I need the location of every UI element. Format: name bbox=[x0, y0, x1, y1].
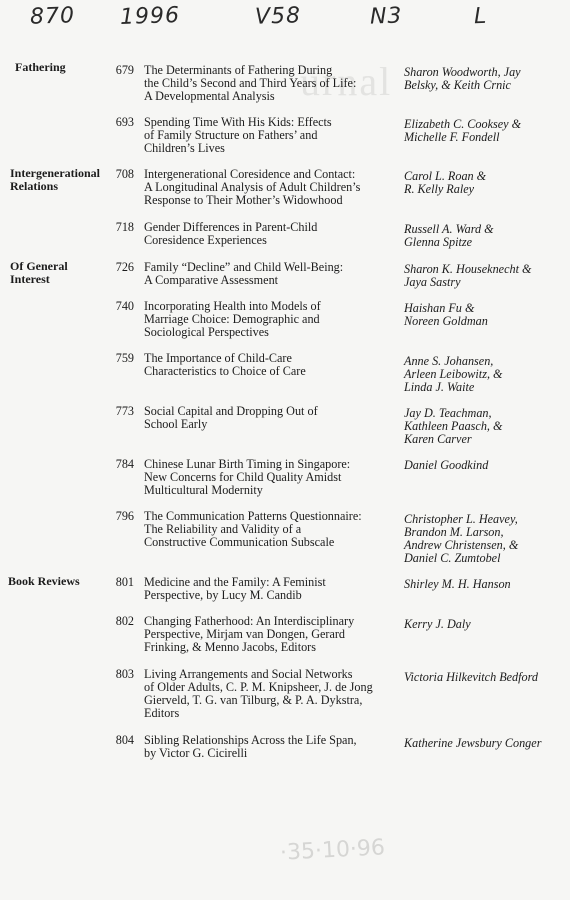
title-line: Perspective, by Lucy M. Candib bbox=[144, 588, 302, 602]
title-line: Perspective, Mirjam van Dongen, Gerard bbox=[144, 627, 346, 641]
article-title bbox=[144, 221, 369, 247]
title-line: Gierveld, T. G. van Tilburg, & P. A. Dykstra, bbox=[144, 693, 363, 707]
review-title bbox=[144, 615, 369, 654]
section-heading-line: Interest bbox=[10, 272, 50, 286]
article-authors bbox=[404, 118, 564, 144]
page-number: 708 bbox=[115, 167, 134, 181]
title-line: Constructive Communication Subscale bbox=[144, 535, 335, 549]
title-line: of Older Adults, C. P. M. Knipsheer, J. de Jong bbox=[144, 680, 373, 694]
title-line: The Reliability and Validity of a bbox=[144, 522, 302, 536]
page-number: 759 bbox=[115, 351, 134, 365]
author-line: Jaya Sastry bbox=[404, 275, 461, 289]
article-authors bbox=[404, 513, 564, 565]
article-title bbox=[144, 458, 369, 497]
article-title bbox=[144, 261, 369, 287]
author-line: Kathleen Paasch, & bbox=[404, 419, 503, 433]
page-number: 804 bbox=[115, 733, 134, 747]
author-line: Russell A. Ward & bbox=[404, 222, 494, 236]
article-authors bbox=[404, 66, 564, 92]
title-line: School Early bbox=[144, 417, 208, 431]
author-line: Glenna Spitze bbox=[404, 235, 473, 249]
article-authors bbox=[404, 263, 564, 289]
article-authors bbox=[404, 170, 564, 196]
title-line: Gender Differences in Parent-Child bbox=[144, 220, 318, 234]
article-title bbox=[144, 352, 369, 378]
title-line: Incorporating Health into Models of bbox=[144, 299, 321, 313]
title-line: Medicine and the Family: A Feminist bbox=[144, 575, 326, 589]
page-number: 784 bbox=[115, 457, 134, 471]
article-authors bbox=[404, 459, 564, 472]
title-line: Spending Time With His Kids: Effects bbox=[144, 115, 332, 129]
title-line: The Communication Patterns Questionnaire: bbox=[144, 509, 362, 523]
author-line: Jay D. Teachman, bbox=[404, 406, 492, 420]
article-authors bbox=[404, 223, 564, 249]
author-line: Daniel Goodkind bbox=[404, 458, 489, 472]
title-line: by Victor G. Cicirelli bbox=[144, 746, 248, 760]
show-through-text: urnal bbox=[300, 59, 393, 104]
title-line: Family “Decline” and Child Well-Being: bbox=[144, 260, 344, 274]
author-line: Noreen Goldman bbox=[404, 314, 488, 328]
author-line: Carol L. Roan & bbox=[404, 169, 487, 183]
title-line: Marriage Choice: Demographic and bbox=[144, 312, 320, 326]
handwritten-note: 870 bbox=[29, 3, 76, 30]
title-line: Social Capital and Dropping Out of bbox=[144, 404, 318, 418]
title-line: Multicultural Modernity bbox=[144, 483, 263, 497]
title-line: A Developmental Analysis bbox=[144, 89, 275, 103]
article-authors bbox=[404, 355, 564, 394]
handwritten-note: L bbox=[473, 3, 488, 30]
section-heading-line: Fathering bbox=[15, 60, 66, 74]
title-line: Response to Their Mother’s Widowhood bbox=[144, 193, 343, 207]
author-line: Brandon M. Larson, bbox=[404, 525, 504, 539]
section-heading-line: Book Reviews bbox=[8, 574, 80, 588]
author-line: Karen Carver bbox=[404, 432, 472, 446]
title-line: New Concerns for Child Quality Amidst bbox=[144, 470, 342, 484]
author-line: Arleen Leibowitz, & bbox=[404, 367, 503, 381]
page-number: 801 bbox=[115, 575, 134, 589]
page-number: 726 bbox=[115, 260, 134, 274]
author-line: Andrew Christensen, & bbox=[404, 538, 519, 552]
author-line: Haishan Fu & bbox=[404, 301, 475, 315]
section-heading-line: Relations bbox=[10, 179, 58, 193]
section-heading-fathering bbox=[10, 61, 110, 74]
title-line: Children’s Lives bbox=[144, 141, 225, 155]
author-line: Elizabeth C. Cooksey & bbox=[404, 117, 522, 131]
title-line: the Child’s Second and Third Years of Life: bbox=[144, 76, 357, 90]
author-line: R. Kelly Raley bbox=[404, 182, 475, 196]
author-line: Victoria Hilkevitch Bedford bbox=[404, 670, 539, 684]
handwritten-note: 1996 bbox=[119, 2, 181, 31]
title-line: Editors bbox=[144, 706, 180, 720]
section-heading-intergenerational-relations bbox=[10, 167, 110, 193]
title-line: Frinking, & Menno Jacobs, Editors bbox=[144, 640, 316, 654]
author-line: Sharon Woodworth, Jay bbox=[404, 65, 521, 79]
review-title bbox=[144, 576, 369, 602]
author-line: Daniel C. Zumtobel bbox=[404, 551, 501, 565]
page-number: 802 bbox=[115, 614, 134, 628]
author-line: Katherine Jewsbury Conger bbox=[404, 736, 542, 750]
author-line: Kerry J. Daly bbox=[404, 617, 471, 631]
title-line: A Longitudinal Analysis of Adult Children’s bbox=[144, 180, 361, 194]
section-heading-line: Of General bbox=[10, 259, 68, 273]
article-title bbox=[144, 405, 369, 431]
section-heading-book-reviews bbox=[8, 575, 108, 588]
title-line: Sibling Relationships Across the Life Span, bbox=[144, 733, 357, 747]
handwritten-note: N3 bbox=[369, 3, 403, 30]
page-number: 796 bbox=[115, 509, 134, 523]
author-line: Sharon K. Houseknecht & bbox=[404, 262, 532, 276]
review-title bbox=[144, 734, 369, 760]
title-line: Intergenerational Coresidence and Contact: bbox=[144, 167, 356, 181]
author-line: Christopher L. Heavey, bbox=[404, 512, 518, 526]
reviewer bbox=[404, 737, 564, 750]
title-line: The Determinants of Fathering During bbox=[144, 63, 333, 77]
title-line: of Family Structure on Fathers’ and bbox=[144, 128, 318, 142]
title-line: Living Arrangements and Social Networks bbox=[144, 667, 353, 681]
page-number: 693 bbox=[115, 115, 134, 129]
section-heading-of-general-interest bbox=[10, 260, 110, 286]
author-line: Linda J. Waite bbox=[404, 380, 475, 394]
title-line: Characteristics to Choice of Care bbox=[144, 364, 306, 378]
title-line: The Importance of Child-Care bbox=[144, 351, 292, 365]
title-line: Chinese Lunar Birth Timing in Singapore: bbox=[144, 457, 351, 471]
article-title bbox=[144, 64, 369, 103]
page-number: 773 bbox=[115, 404, 134, 418]
faint-date-stamp: ·35·10·96 bbox=[279, 835, 386, 866]
handwritten-note: V58 bbox=[254, 3, 302, 30]
article-authors bbox=[404, 302, 564, 328]
article-title bbox=[144, 510, 369, 549]
page-number: 718 bbox=[115, 220, 134, 234]
author-line: Shirley M. H. Hanson bbox=[404, 577, 511, 591]
page-number: 803 bbox=[115, 667, 134, 681]
article-authors bbox=[404, 407, 564, 446]
article-title bbox=[144, 300, 369, 339]
review-title bbox=[144, 668, 384, 720]
title-line: Sociological Perspectives bbox=[144, 325, 269, 339]
author-line: Anne S. Johansen, bbox=[404, 354, 494, 368]
author-line: Belsky, & Keith Crnic bbox=[404, 78, 511, 92]
article-title bbox=[144, 116, 369, 155]
title-line: A Comparative Assessment bbox=[144, 273, 279, 287]
reviewer bbox=[404, 671, 564, 684]
page-number: 679 bbox=[115, 63, 134, 77]
author-line: Michelle F. Fondell bbox=[404, 130, 500, 144]
reviewer bbox=[404, 618, 564, 631]
page-number: 740 bbox=[115, 299, 134, 313]
title-line: Coresidence Experiences bbox=[144, 233, 267, 247]
reviewer bbox=[404, 578, 564, 591]
article-title bbox=[144, 168, 369, 207]
section-heading-line: Intergenerational bbox=[10, 166, 100, 180]
title-line: Changing Fatherhood: An Interdisciplinary bbox=[144, 614, 355, 628]
